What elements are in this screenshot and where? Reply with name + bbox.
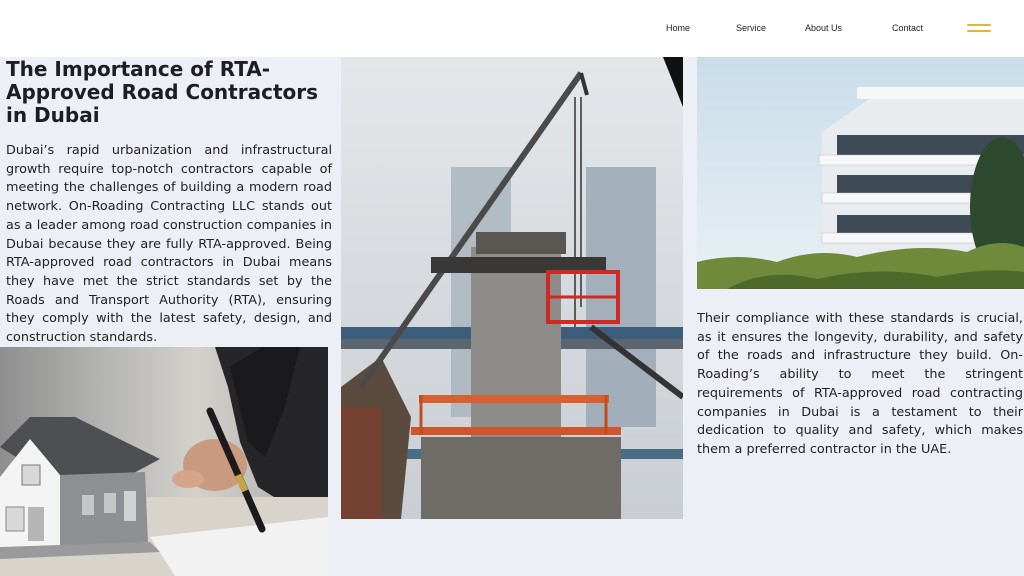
page-title: The Importance of RTA-Approved Road Contractors in Dubai xyxy=(6,57,319,127)
house-model-photo xyxy=(0,347,328,576)
intro-paragraph: Dubai’s rapid urbanization and infrastructural growth require top-notch contractors capable of meeting the challenges of building a modern road network. On-Roading Contracting LLC stands out as a leader among road construction companies in Dubai because they are fully RTA-approved. Being RTA-approved road contractors in Dubai means they have met the strict standards set by the Roads and Transport Authority (RTA), ensuring they comply with the latest safety, design, and construction standards. xyxy=(6,143,332,346)
construction-site-photo xyxy=(341,57,683,519)
compliance-paragraph: Their compliance with these standards is crucial, as it ensures the longevity, durability, and safety of the roads and infrastructure they build. On-Roading’s ability to meet the stringent requirements of RTA-approved road contracting companies in Dubai is a testament to their dedication to quality and safety, which makes them a preferred contractor in the UAE. xyxy=(697,311,1023,457)
top-navigation-bar xyxy=(0,0,1024,57)
modern-building-photo xyxy=(697,57,1024,289)
nav-about-link[interactable]: About Us xyxy=(805,23,843,33)
hamburger-icon[interactable] xyxy=(967,24,991,34)
nav-service-link[interactable]: Service xyxy=(736,23,767,33)
nav-contact-link[interactable]: Contact xyxy=(892,23,924,33)
nav-home-link[interactable]: Home xyxy=(666,23,691,33)
